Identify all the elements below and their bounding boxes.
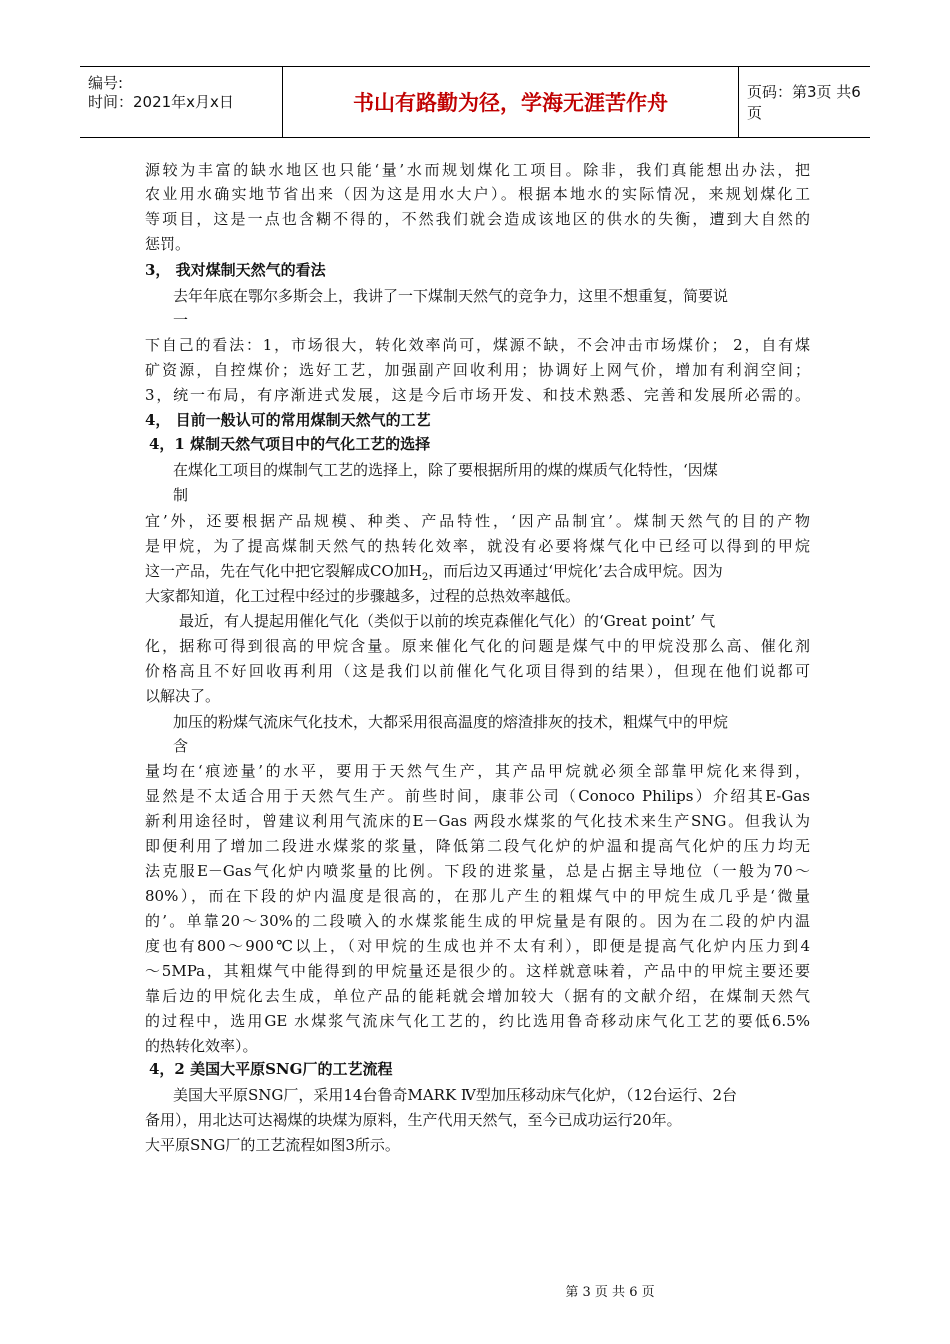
text-line: 最近，有人提起用催化气化（类似于以前的埃克森催化气化）的‘Great point’ 气 <box>179 612 716 630</box>
text-line: 在煤化工项目的煤制气工艺的选择上，除了要根据所用的煤的煤质气化特性，‘因煤 <box>173 461 718 479</box>
text-line: 一 <box>173 311 189 329</box>
text-line: 源较为丰富的缺水地区也只能‘量’水而规划煤化工项目。除非，我们真能想出办法，把 <box>145 161 810 179</box>
header-motto: 书山有路勤为径，学海无涯苦作舟 <box>353 91 668 115</box>
text-line: 法克服E－Gas气化炉内喷浆量的比例。下段的进浆量，总是占据主导地位（一般为70～ <box>145 862 810 880</box>
text-line: 的过程中，选用GE 水煤浆气流床气化工艺的，约比选用鲁奇移动床气化工艺的要低6.5% <box>145 1012 810 1030</box>
text-line: 下自己的看法：1，市场很大，转化效率尚可，煤源不缺，不会冲击市场煤价； 2，自有煤 <box>145 336 810 354</box>
time-label: 时间：2021年x月x日 <box>88 93 234 111</box>
text-line: 的热转化效率）。 <box>145 1037 258 1055</box>
text-line: 等项目，这是一点也含糊不得的，不然我们就会造成该地区的供水的失衡，遭到大自然的 <box>145 210 810 228</box>
text-line: ～5MPa，其粗煤气中能得到的甲烷量还是很少的。这样就意味着，产品中的甲烷主要还要 <box>145 962 810 980</box>
text-line: 大家都知道，化工过程中经过的步骤越多，过程的总热效率越低。 <box>145 587 581 605</box>
text-line: 矿资源，自控煤价；选好工艺，加强副产回收利用；协调好上网气价，增加有利润空间； <box>145 361 810 379</box>
number-label: 编号: <box>88 74 124 92</box>
header-divider <box>738 67 739 137</box>
text-line: 3，统一布局，有序渐进式发展，这是今后市场开发、和技术熟悉、完善和发展所必需的。 <box>145 386 810 404</box>
page-footer <box>0 1281 950 1300</box>
header-meta <box>80 67 280 137</box>
text-line: 显然是不太适合用于天然气生产。前些时间，康菲公司（Conoco Philips）介绍其E-Gas <box>145 787 810 805</box>
text-line: 80%），而在下段的炉内温度是很高的，在那儿产生的粗煤气中的甲烷生成几乎是‘微量 <box>145 887 810 905</box>
text-line: 量均在‘痕迹量’的水平，要用于天然气生产，其产品甲烷就必须全部靠甲烷化来得到， <box>145 762 810 780</box>
text-line: 价格高且不好回收再利用（这是我们以前催化气化项目得到的结果），但现在他们说都可 <box>145 662 810 680</box>
text-line: 是甲烷，为了提高煤制天然气的热转化效率，就没有必要将煤气化中已经可以得到的甲烷 <box>145 537 810 555</box>
subsection-heading: 4，1 煤制天然气项目中的气化工艺的选择 <box>149 435 431 453</box>
text-line: 农业用水确实地节省出来（因为这是用水大户）。根据本地水的实际情况，来规划煤化工 <box>145 185 810 203</box>
section-heading: 4， 目前一般认可的常用煤制天然气的工艺 <box>145 411 431 429</box>
text-line: 去年年底在鄂尔多斯会上，我讲了一下煤制天然气的竞争力，这里不想重复，简要说 <box>173 287 729 305</box>
text-line: 以解决了。 <box>145 687 221 705</box>
text-line: 美国大平原SNG厂，采用14台鲁奇MARK Ⅳ型加压移动床气化炉，（12台运行、2台 <box>173 1086 738 1104</box>
text-line: 的’。单靠20～30%的二段喷入的水煤浆能生成的甲烷量是有限的。因为在二段的炉内温 <box>145 912 810 930</box>
page-header <box>80 66 870 138</box>
text-line: 靠后边的甲烷化去生成，单位产品的能耗就会增加较大（据有的文献介绍，在煤制天然气 <box>145 987 810 1005</box>
text-line: 宜’外，还要根据产品规模、种类、产品特性，‘因产品制宜’。煤制天然气的目的产物 <box>145 512 810 530</box>
footer-page-number: 第 3 页 共 6 页 <box>565 1285 655 1300</box>
text-line: 含 <box>173 737 189 755</box>
text-line: 惩罚。 <box>145 235 191 253</box>
text-line: 化，据称可得到很高的甲烷含量。原来催化气化的问题是煤气中的甲烷没那么高、催化剂 <box>145 637 810 655</box>
subsection-heading: 4，2 美国大平原SNG厂的工艺流程 <box>149 1060 393 1078</box>
header-page-label: 页码：第3页 共6页 <box>747 83 861 122</box>
text-line: 加压的粉煤气流床气化技术，大都采用很高温度的熔渣排灰的技术，粗煤气中的甲烷 <box>173 713 729 731</box>
section-heading: 3， 我对煤制天然气的看法 <box>145 261 326 279</box>
text-line: 这一产品，先在气化中把它裂解成CO加$H_2$，而后边又再通过‘甲烷化’去合成甲烷。因为 <box>145 562 723 583</box>
text-line: 制 <box>173 486 189 504</box>
text-line: 即便利用了增加二段进水煤浆的浆量，降低第二段气化炉的炉温和提高气化炉的压力均无 <box>145 837 810 855</box>
text-line: 大平原SNG厂的工艺流程如图3所示。 <box>145 1136 400 1154</box>
text-line: 备用），用北达可达褐煤的块煤为原料，生产代用天然气，至今已成功运行20年。 <box>145 1111 682 1129</box>
text-line: 度也有800～900℃以上，（对甲烷的生成也并不太有利），即便是提高气化炉内压力到4 <box>145 937 810 955</box>
text-line: 新利用途径时，曾建议利用气流床的E－Gas 两段水煤浆的气化技术来生产SNG。但我认为 <box>145 812 810 830</box>
